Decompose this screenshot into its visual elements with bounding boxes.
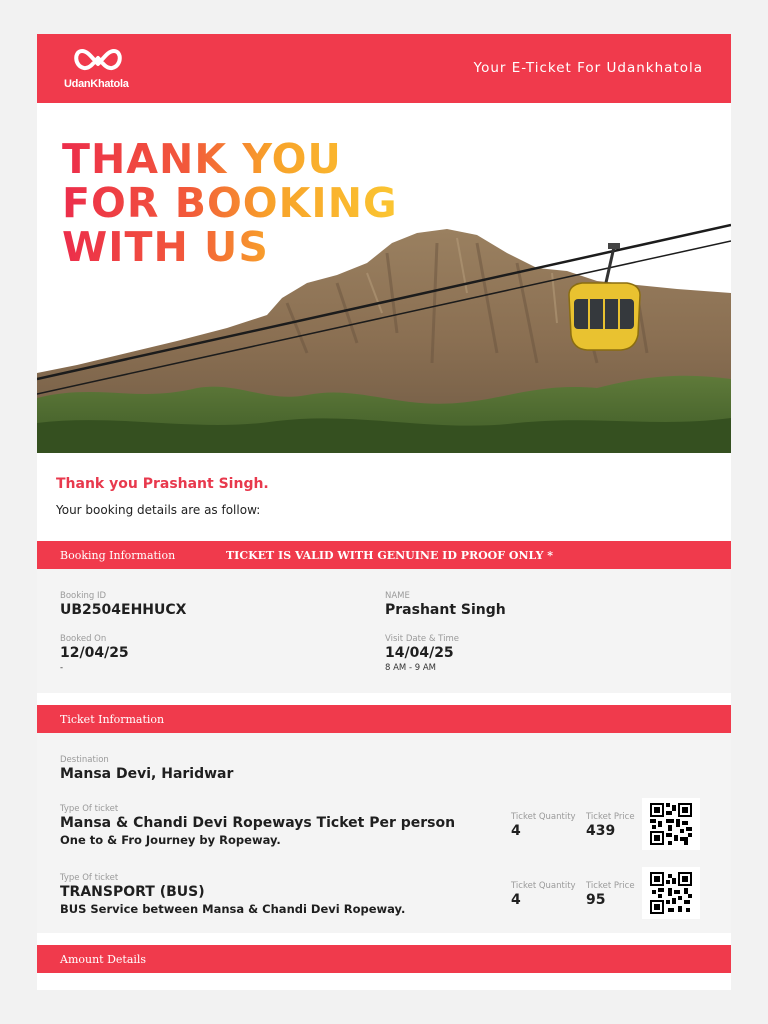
visit-date-label: Visit Date & Time xyxy=(385,634,459,644)
destination-label: Destination xyxy=(60,755,109,765)
booking-info-bar xyxy=(37,541,731,569)
ticket-description: BUS Service between Mansa & Chandi Devi Ropeway. xyxy=(60,902,406,916)
ticket-quantity-label: Ticket Quantity xyxy=(511,812,576,822)
ticket-description: One to & Fro Journey by Ropeway. xyxy=(60,833,281,847)
hero-heading-line-2: FOR BOOKING xyxy=(62,179,398,227)
ticket-price-value: 439 xyxy=(586,823,616,839)
hero-heading xyxy=(62,137,398,269)
booking-info-panel xyxy=(37,569,731,693)
hero-heading-line-1: THANK YOU xyxy=(62,135,342,183)
header-title: Your E-Ticket For Udankhatola xyxy=(473,60,703,76)
hero-banner xyxy=(37,103,731,453)
qr-code-icon xyxy=(642,798,700,850)
ticket-quantity-value: 4 xyxy=(511,892,521,908)
qr-code-icon xyxy=(642,867,700,919)
booked-on-value: 12/04/25 xyxy=(60,645,129,661)
thank-you-message: Thank you Prashant Singh. xyxy=(56,476,269,492)
ticket-name: Mansa & Chandi Devi Ropeways Ticket Per person xyxy=(60,815,456,831)
destination-value: Mansa Devi, Haridwar xyxy=(60,766,234,782)
hero-heading-line-3: WITH US xyxy=(62,223,269,271)
ticket-quantity-value: 4 xyxy=(511,823,521,839)
id-proof-notice: TICKET IS VALID WITH GENUINE ID PROOF ONLY * xyxy=(226,549,554,562)
booking-details-intro: Your booking details are as follow: xyxy=(56,503,261,517)
ticket-info-bar xyxy=(37,705,731,733)
ticket-price-label: Ticket Price xyxy=(586,881,635,891)
amount-details-title: Amount Details xyxy=(60,953,147,966)
booking-id-value: UB2504EHHUCX xyxy=(60,602,187,618)
name-value: Prashant Singh xyxy=(385,602,506,618)
ticket-info-title: Ticket Information xyxy=(60,713,165,726)
amount-details-bar xyxy=(37,945,731,973)
ticket-name: TRANSPORT (BUS) xyxy=(60,884,205,900)
booked-on-label: Booked On xyxy=(60,634,107,644)
ticket-type-label: Type Of ticket xyxy=(60,804,119,814)
name-label: NAME xyxy=(385,591,410,601)
ticket-card xyxy=(37,34,731,990)
booked-on-sub: - xyxy=(60,663,64,673)
booking-info-title: Booking Information xyxy=(60,549,176,562)
ticket-price-value: 95 xyxy=(586,892,606,908)
brand-name: UdanKhatola xyxy=(64,78,129,90)
ticket-price-label: Ticket Price xyxy=(586,812,635,822)
visit-date-value: 14/04/25 xyxy=(385,645,454,661)
booking-id-label: Booking ID xyxy=(60,591,107,601)
visit-time-value: 8 AM - 9 AM xyxy=(385,663,436,673)
ticket-quantity-label: Ticket Quantity xyxy=(511,881,576,891)
udankhatola-logo-icon xyxy=(64,46,148,94)
ticket-info-panel xyxy=(37,733,731,933)
header-bar xyxy=(37,34,731,103)
ticket-type-label: Type Of ticket xyxy=(60,873,119,883)
